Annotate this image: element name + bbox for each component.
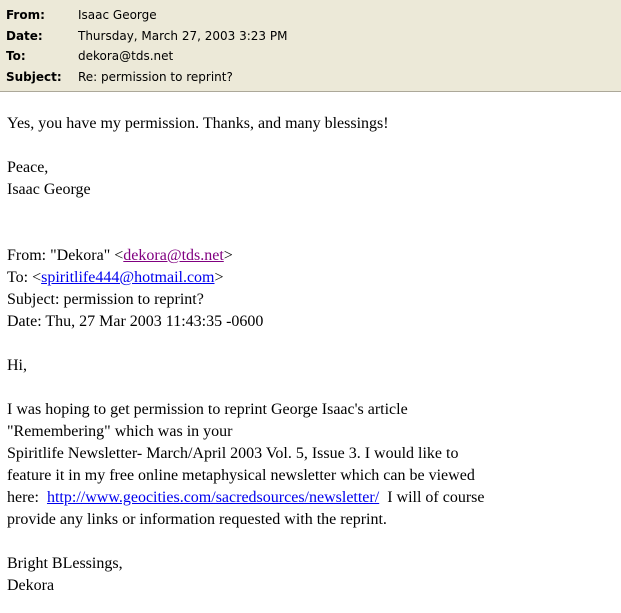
- newsletter-url-link[interactable]: http://www.geocities.com/sacredsources/newsletter/: [46, 489, 380, 506]
- spacer: [7, 135, 621, 157]
- header-date-label: Date:: [6, 28, 43, 43]
- spacer: [7, 333, 621, 355]
- quoted-to-email-link[interactable]: spiritlife444@hotmail.com: [41, 269, 215, 286]
- header-subject-label: Subject:: [6, 69, 62, 84]
- header-to-label: To:: [6, 49, 26, 63]
- header-to-value[interactable]: dekora@tds.net: [78, 49, 174, 63]
- spacer: [7, 201, 621, 223]
- header-subject-row: [0, 67, 621, 88]
- quoted-link-suffix: I will of course: [379, 489, 485, 506]
- quoted-link-prefix: here:: [7, 489, 47, 506]
- quoted-paragraph-line: [7, 487, 621, 509]
- quoted-greeting: Hi,: [7, 357, 27, 374]
- quoted-date-line: Date: Thu, 27 Mar 2003 11:43:35 -0600: [7, 313, 264, 330]
- quoted-to-suffix: >: [214, 269, 224, 286]
- quoted-closing: Bright BLessings,: [7, 555, 123, 572]
- quoted-paragraph-line: provide any links or information requested with the reprint.: [7, 511, 387, 528]
- quoted-from-email-link[interactable]: dekora@tds.net: [123, 247, 224, 264]
- quoted-from-suffix: >: [223, 247, 233, 264]
- quoted-paragraph-line: "Remembering" which was in your: [7, 423, 233, 440]
- quoted-from-line: [7, 245, 621, 267]
- message-header-pane: [0, 0, 621, 92]
- quoted-paragraph-line: feature it in my free online metaphysical newsletter which can be viewed: [7, 467, 475, 484]
- spacer: [7, 377, 621, 399]
- quoted-paragraph-line: Spiritlife Newsletter- March/April 2003 Vol. 5, Issue 3. I would like to: [7, 445, 459, 462]
- quoted-signature: Dekora: [7, 577, 55, 594]
- header-from-value[interactable]: Isaac George: [78, 8, 157, 22]
- quoted-to-prefix: To: <: [7, 269, 42, 286]
- quoted-from-prefix: From: "Dekora" <: [7, 247, 124, 264]
- spacer: [7, 223, 621, 245]
- reply-signature: Isaac George: [7, 181, 91, 198]
- header-date-value: Thursday, March 27, 2003 3:23 PM: [78, 28, 288, 43]
- quoted-to-line: [7, 267, 621, 289]
- spacer: [7, 531, 621, 553]
- reply-closing: Peace,: [7, 159, 49, 176]
- header-to-row: [0, 46, 621, 67]
- reply-text: Yes, you have my permission. Thanks, and many blessings!: [7, 115, 389, 132]
- header-from-label: From:: [6, 8, 45, 22]
- header-from-row: [0, 5, 621, 26]
- quoted-subject-line: Subject: permission to reprint?: [7, 291, 204, 308]
- message-body: [0, 93, 621, 613]
- header-subject-value: Re: permission to reprint?: [78, 69, 233, 84]
- quoted-paragraph-line: I was hoping to get permission to reprint George Isaac's article: [7, 401, 408, 418]
- header-date-row: [0, 26, 621, 47]
